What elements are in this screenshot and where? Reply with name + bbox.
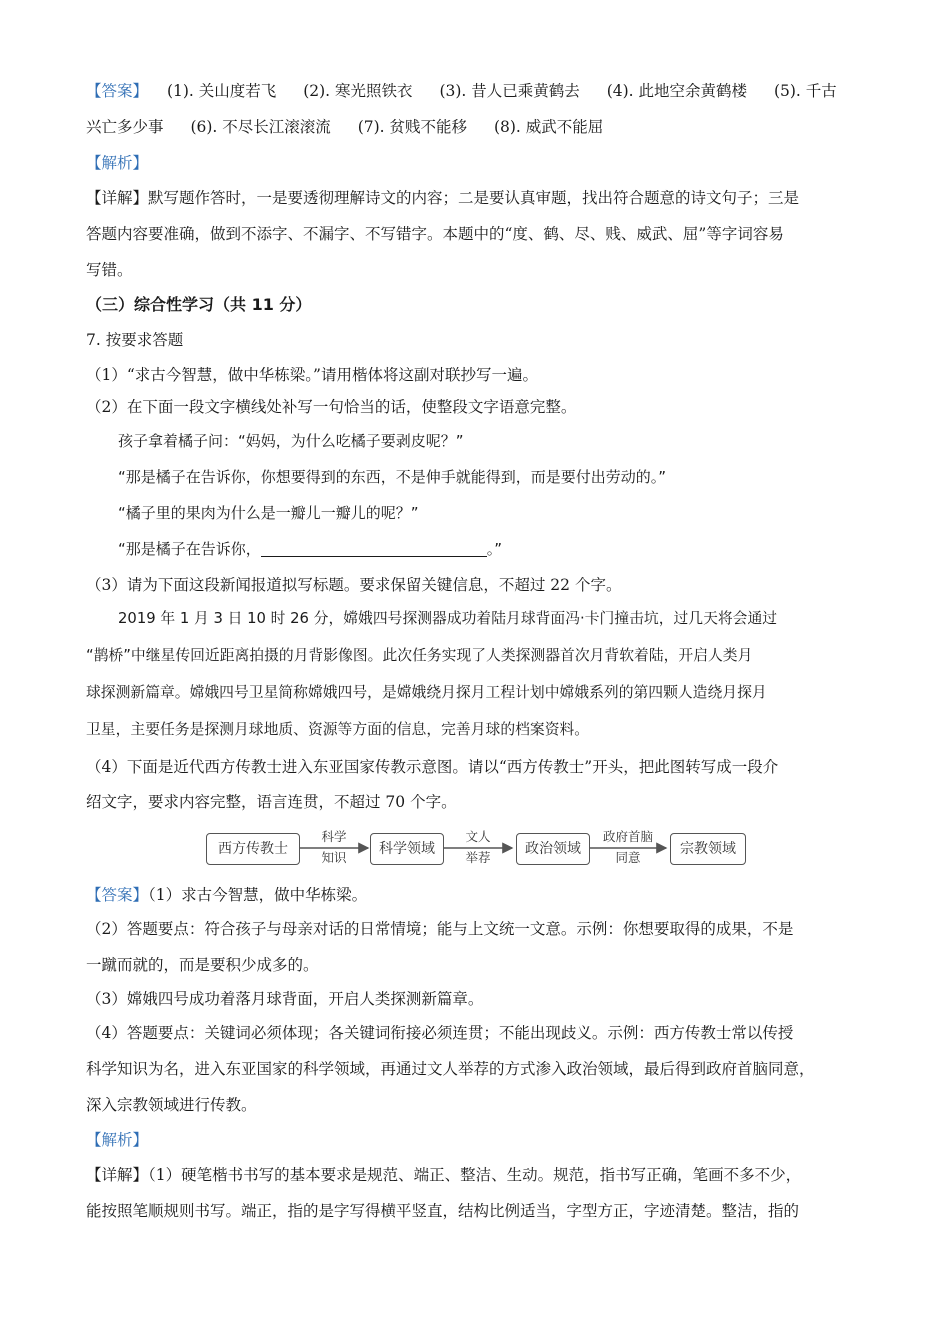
answer2-line: （4）答题要点：关键词必须体现；各关键词衔接必须连贯；不能出现歧义。示例：西方传教士常以传授 [86, 1024, 794, 1042]
news-line: 卫星，主要任务是探测月球地质、资源等方面的信息，完善月球的档案资料。 [86, 721, 590, 738]
dialogue-line: “橘子里的果肉为什么是一瓣儿一瓣儿的呢？” [118, 504, 419, 522]
question-part-4: （4）下面是近代西方传教士进入东亚国家传教示意图。请以“西方传教士”开头，把此图转写成一段介 [86, 758, 779, 776]
question-part-1: （1）“求古今智慧，做中华栋梁。”请用楷体将这副对联抄写一遍。 [86, 366, 538, 384]
answer-text: （1）求古今智慧，做中华栋梁。 [148, 886, 368, 904]
answer-item: (5). 千古 [773, 82, 837, 100]
arrow-label-top: 文人 [465, 829, 491, 844]
analysis-text: 默写题作答时，一是要透彻理解诗文的内容；二是要认真审题，找出符合题意的诗文句子；三是 [148, 189, 800, 207]
news-line: “鹊桥”中继星传回近距离拍摄的月背影像图。此次任务实现了人类探测器首次月背软着陆，开启人类月 [86, 647, 753, 664]
analysis-line [86, 187, 876, 209]
arrow-label-bottom: 同意 [615, 850, 641, 865]
arrow-label-top: 政府首脑 [602, 829, 653, 844]
answer2-line: 科学知识为名，进入东亚国家的科学领域，再通过文人举荐的方式渗入政治领域，最后得到政府首脑同意， [86, 1060, 815, 1078]
analysis-tag: 【解析】 [86, 154, 149, 172]
fill-blank[interactable] [261, 540, 487, 557]
answer2-line: （2）答题要点：符合孩子与母亲对话的日常情境；能与上文统一文意。示例：你想要取得的成果，不是 [86, 920, 794, 938]
answer-item: (2). 寒光照铁衣 [303, 82, 413, 100]
answer-tag: 【答案】 [86, 82, 149, 100]
blank-suffix: 。” [486, 540, 503, 558]
answer-item: (6). 不尽长江滚滚流 [190, 118, 331, 136]
arrow-label-top: 科学 [321, 829, 347, 844]
answer-item: 兴亡多少事 [86, 118, 164, 136]
answer-item: (1). 关山度若飞 [166, 82, 277, 100]
answer2-line: 深入宗教领域进行传教。 [86, 1096, 257, 1114]
answer-item: (3). 昔人已乘黄鹤去 [439, 82, 580, 100]
flow-box: 宗教领域 [670, 833, 746, 865]
analysis-text: （1）硬笔楷书书写的基本要求是规范、端正、整洁、生动。规范，指书写正确，笔画不多不少， [148, 1166, 802, 1184]
answer2-line: （3）嫦娥四号成功着落月球背面，开启人类探测新篇章。 [86, 990, 484, 1008]
detail-tag: 【详解】 [86, 1166, 149, 1184]
detail-tag: 【详解】 [86, 189, 149, 207]
analysis-line: 答题内容要准确，做到不添字、不漏字、不写错字。本题中的“度、鹤、尽、贱、威武、屈”等字词容易 [86, 225, 784, 243]
question-part-3: （3）请为下面这段新闻报道拟写标题。要求保留关键信息，不超过 22 个字。 [86, 576, 622, 594]
answer-line-1 [86, 80, 876, 102]
dialogue-line: “那是橘子在告诉你，你想要得到的东西，不是伸手就能得到，而是要付出劳动的。” [118, 468, 667, 486]
flow-box: 西方传教士 [206, 833, 300, 865]
answer-item: (4). 此地空余黄鹤楼 [606, 82, 748, 100]
question-part-2: （2）在下面一段文字横线处补写一句恰当的话，使整段文字语意完整。 [86, 398, 577, 416]
question-part-4-cont: 绍文字，要求内容完整，语言连贯，不超过 70 个字。 [86, 793, 457, 811]
question-number: 7. 按要求答题 [86, 331, 184, 349]
dialogue-blank-line [118, 538, 908, 560]
analysis-line: 写错。 [86, 261, 133, 279]
section-title: （三）综合性学习（共 11 分） [86, 295, 312, 314]
missionary-flowchart [204, 826, 748, 870]
answer-item: (8). 威武不能屈 [493, 118, 604, 136]
news-line: 球探测新篇章。嫦娥四号卫星简称嫦娥四号，是嫦娥绕月探月工程计划中嫦娥系列的第四颗人造绕月探月 [86, 684, 767, 701]
dialogue-line: 孩子拿着橘子问：“妈妈，为什么吃橘子要剥皮呢？” [118, 432, 464, 450]
analysis-line [86, 1164, 876, 1186]
news-line: 2019 年 1 月 3 日 10 时 26 分，嫦娥四号探测器成功着陆月球背面冯·卡门撞击坑，过几天将会通过 [118, 610, 778, 627]
answer-tag: 【答案】 [86, 886, 149, 904]
analysis-tag: 【解析】 [86, 1131, 149, 1149]
analysis-line: 能按照笔顺规则书写。端正，指的是字写得横平竖直，结构比例适当，字型方正，字迹清楚。整洁，指的 [86, 1202, 800, 1220]
flow-box: 科学领域 [370, 833, 444, 865]
answer-item: (7). 贫贱不能移 [357, 118, 468, 136]
arrow-label-bottom: 知识 [321, 850, 347, 865]
answer2-line: 一蹴而就的，而是要积少成多的。 [86, 956, 319, 974]
answer-line-2 [86, 116, 876, 138]
flow-box: 政治领域 [516, 833, 590, 865]
blank-prefix: “那是橘子在告诉你， [118, 540, 261, 558]
arrow-label-bottom: 举荐 [465, 850, 491, 865]
answer2-line [86, 884, 876, 906]
